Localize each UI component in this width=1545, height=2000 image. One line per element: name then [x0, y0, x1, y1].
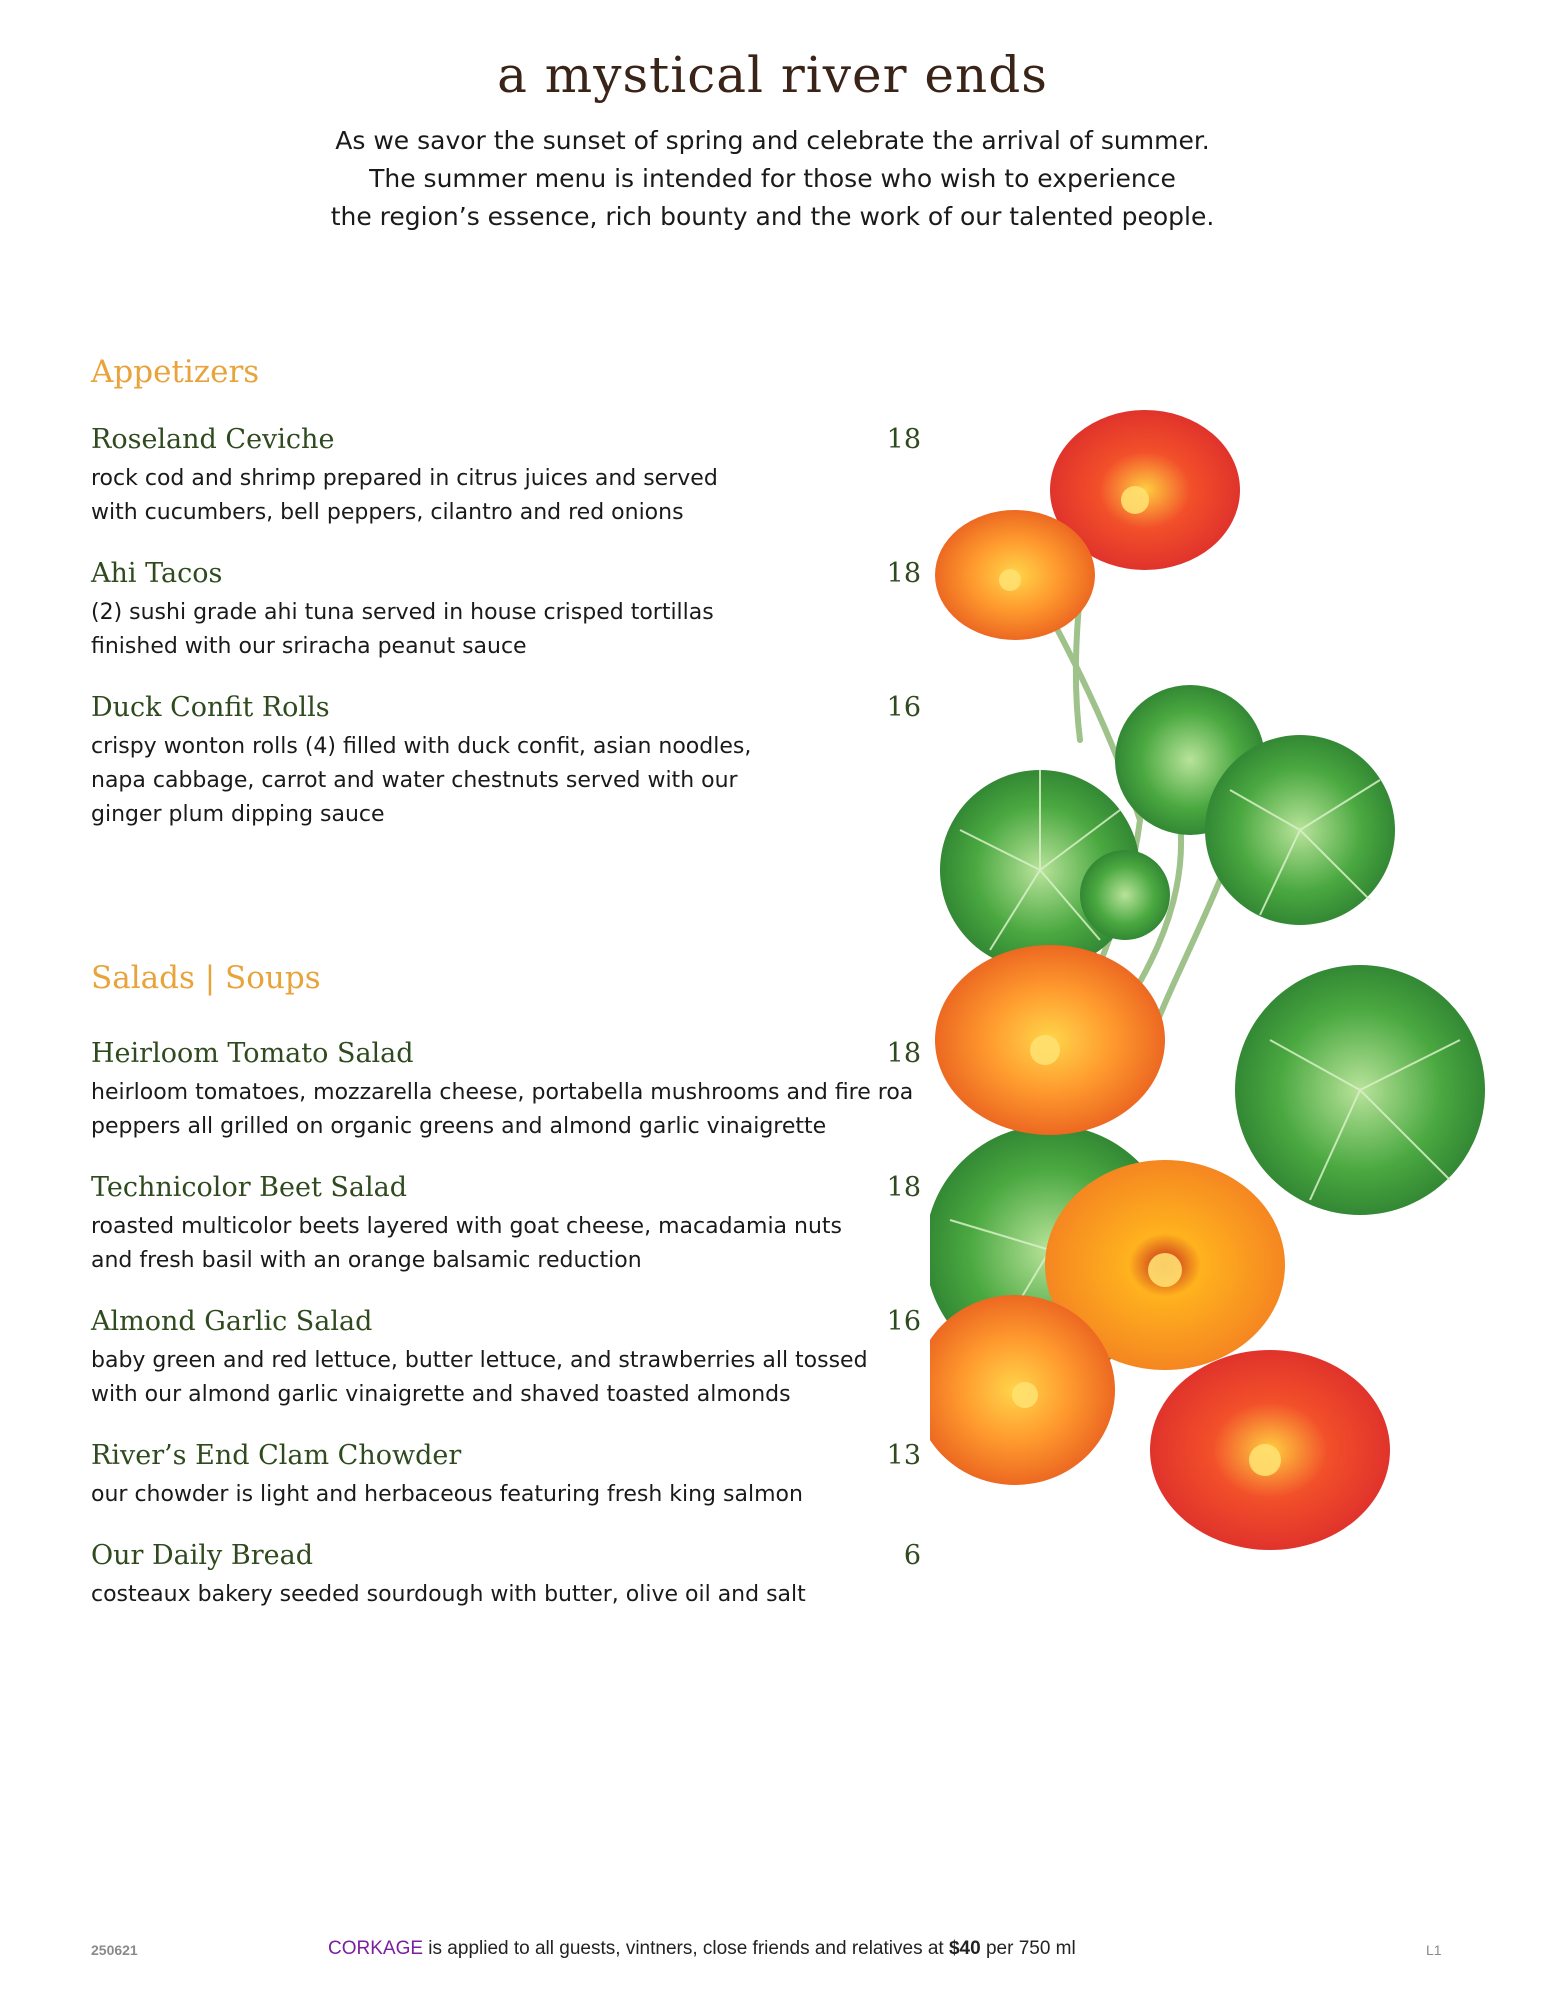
menu-title: a mystical river ends: [497, 46, 1048, 104]
intro-line: the region’s essence, rich bounty and the work of our talented people.: [330, 202, 1215, 231]
desc-line: ginger plum dipping sauce: [91, 802, 385, 827]
corkage-price: $40: [948, 1938, 981, 1959]
desc-line: peppers all grilled on organic greens and almond garlic vinaigrette: [91, 1114, 827, 1139]
menu-item: [91, 1036, 921, 1144]
item-price: 6: [903, 1540, 921, 1571]
desc-line: finished with our sriracha peanut sauce: [91, 634, 527, 659]
item-description: [91, 1578, 921, 1612]
menu-item: [91, 1304, 921, 1412]
item-name: Duck Confit Rolls: [91, 692, 330, 723]
item-name: Our Daily Bread: [91, 1540, 313, 1571]
item-name: Roseland Ceviche: [91, 424, 335, 455]
page-number: L1: [1426, 1942, 1442, 1958]
desc-line: rock cod and shrimp prepared in citrus juices and served: [91, 466, 718, 491]
menu-code: 250621: [91, 1942, 138, 1958]
menu-item: [91, 556, 921, 664]
item-description: [91, 730, 921, 832]
item-price: 18: [886, 424, 921, 455]
item-name: Almond Garlic Salad: [91, 1306, 373, 1337]
desc-line: with our almond garlic vinaigrette and shaved toasted almonds: [91, 1382, 791, 1407]
item-description: [91, 1478, 921, 1512]
desc-line: with cucumbers, bell peppers, cilantro and red onions: [91, 500, 684, 525]
desc-line: crispy wonton rolls (4) filled with duck confit, asian noodles,: [91, 734, 752, 759]
corkage-note: [328, 1938, 1076, 1960]
desc-line: (2) sushi grade ahi tuna served in house crisped tortillas: [91, 600, 714, 625]
intro-line: The summer menu is intended for those who wish to experience: [369, 164, 1176, 193]
item-price: 13: [886, 1440, 921, 1471]
corkage-label: CORKAGE: [328, 1938, 424, 1959]
corkage-text-end: per 750 ml: [980, 1938, 1076, 1959]
nasturtium-flowers-illustration: [930, 400, 1520, 1640]
menu-item: [91, 1170, 921, 1278]
footer: [0, 1938, 1545, 1968]
intro-text: [0, 122, 1545, 236]
item-price: 18: [886, 1038, 921, 1069]
menu-item: [91, 1438, 921, 1512]
desc-line: costeaux bakery seeded sourdough with butter, olive oil and salt: [91, 1582, 806, 1607]
section-title-salads-soups: Salads | Soups: [91, 960, 321, 996]
item-name: River’s End Clam Chowder: [91, 1440, 462, 1471]
item-description: [91, 462, 921, 530]
desc-line: our chowder is light and herbaceous featuring fresh king salmon: [91, 1482, 803, 1507]
item-price: 16: [886, 1306, 921, 1337]
menu-item: [91, 1538, 921, 1612]
item-description: [91, 1210, 921, 1278]
intro-line: As we savor the sunset of spring and celebrate the arrival of summer.: [335, 126, 1210, 155]
desc-line: baby green and red lettuce, butter lettuce, and strawberries all tossed: [91, 1348, 868, 1373]
item-price: 18: [886, 1172, 921, 1203]
item-description: [91, 1076, 921, 1144]
menu-item: [91, 690, 921, 832]
item-price: 18: [886, 558, 921, 589]
desc-line: napa cabbage, carrot and water chestnuts served with our: [91, 768, 738, 793]
item-description: [91, 1344, 921, 1412]
desc-line: and fresh basil with an orange balsamic reduction: [91, 1248, 642, 1273]
desc-line: heirloom tomatoes, mozzarella cheese, portabella mushrooms and fire roa: [91, 1080, 914, 1105]
corkage-text: is applied to all guests, vintners, close friends and relatives at: [423, 1938, 949, 1959]
desc-line: roasted multicolor beets layered with goat cheese, macadamia nuts: [91, 1214, 843, 1239]
item-price: 16: [886, 692, 921, 723]
item-name: Ahi Tacos: [91, 558, 223, 589]
menu-item: [91, 422, 921, 530]
section-title-appetizers: Appetizers: [91, 354, 260, 390]
item-name: Technicolor Beet Salad: [91, 1172, 408, 1203]
item-name: Heirloom Tomato Salad: [91, 1038, 414, 1069]
item-description: [91, 596, 921, 664]
